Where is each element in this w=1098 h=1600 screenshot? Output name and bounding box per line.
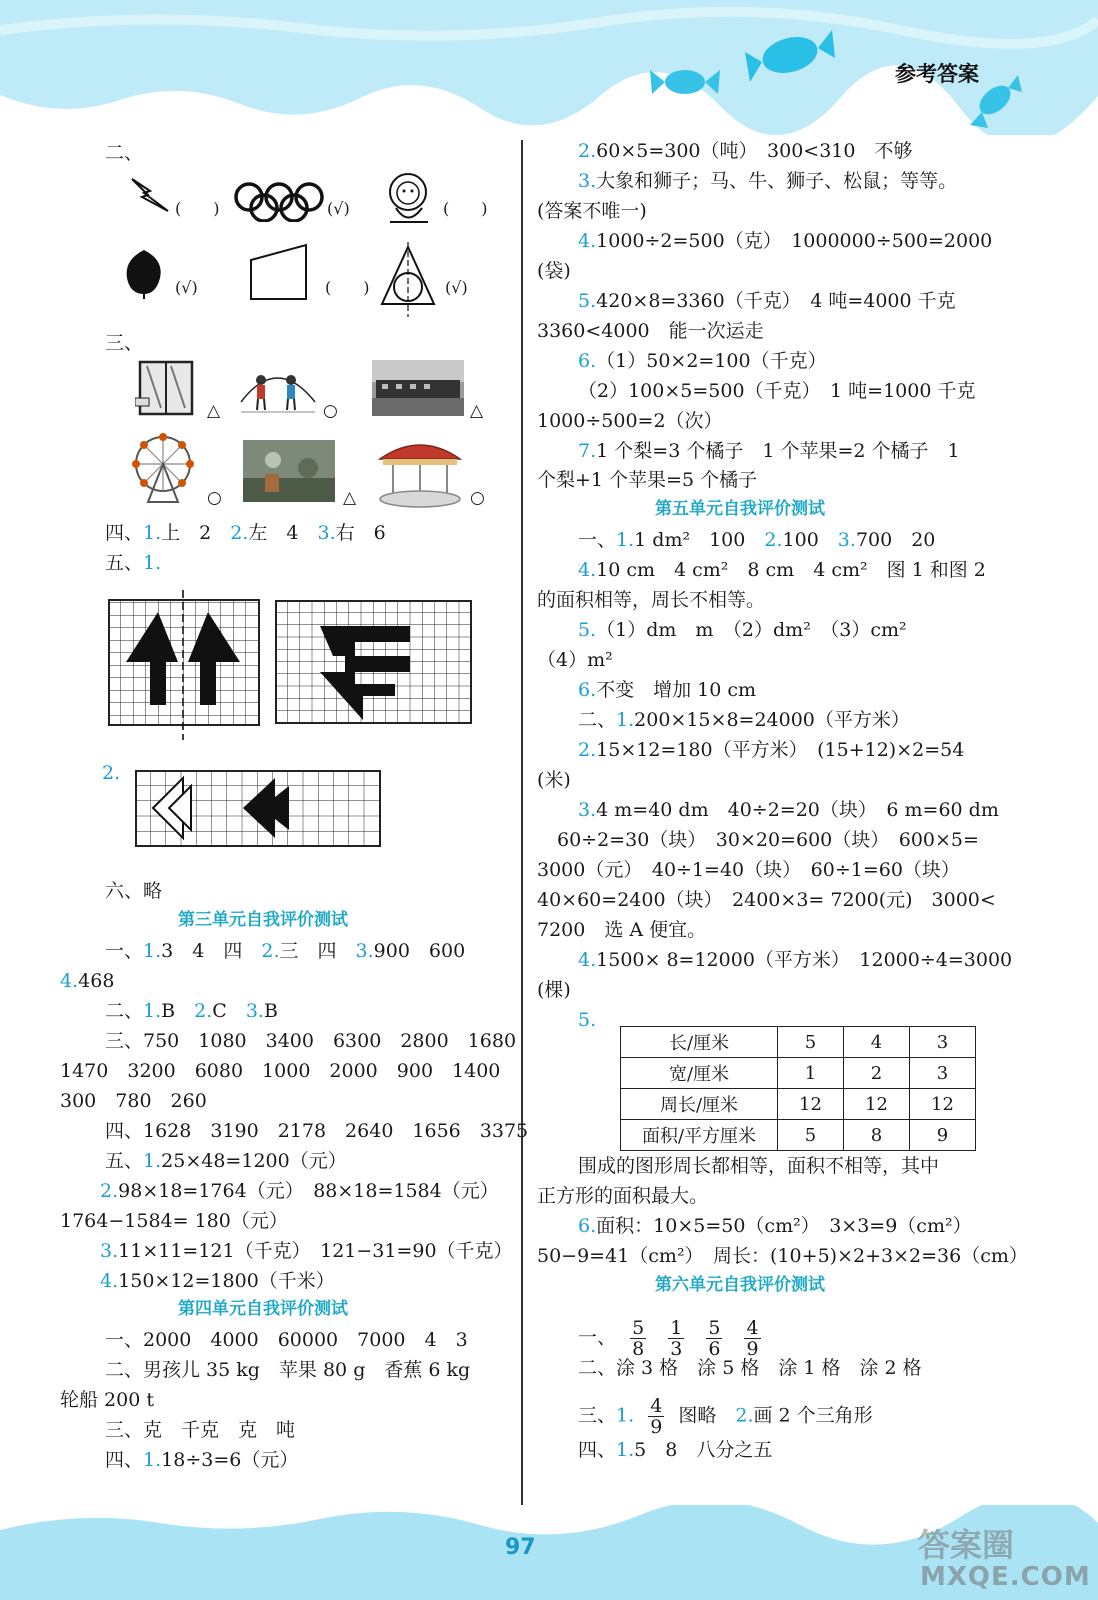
u3-line-12: 4.150×12=1800（千米） — [100, 1270, 335, 1292]
section-6-line: 六、略 — [105, 880, 163, 902]
shape-mark: ○ — [470, 488, 485, 508]
ferris-wheel-picture — [128, 432, 198, 504]
train-picture — [372, 360, 464, 416]
u4-line-2: 二、男孩儿 35 kg 苹果 80 g 香蕉 6 kg — [105, 1359, 471, 1381]
carousel-picture — [375, 437, 465, 509]
table-cell: 宽/厘米 — [621, 1058, 778, 1089]
section-4-line: 四、1.上 2 2.左 4 3.右 6 — [105, 522, 386, 544]
q5-2-number: 2. — [102, 762, 121, 784]
table-cell: 5 — [778, 1027, 844, 1058]
u6-line-4: 四、1.5 8 八分之五 — [578, 1439, 773, 1461]
header-title: 参考答案 — [895, 62, 979, 86]
table-cell: 9 — [910, 1120, 976, 1151]
shape-mark: ○ — [207, 488, 222, 508]
mark: ( ) — [325, 278, 370, 297]
table-row — [621, 1058, 976, 1089]
fraction: $\frac{5}{6}$ — [708, 1317, 721, 1360]
r-line-2: 3.大象和狮子；马、牛、狮子、松鼠；等等。 — [578, 170, 958, 192]
u5-line-19: 正方形的面积最大。 — [537, 1185, 709, 1207]
unit6-title: 第六单元自我评价测试 — [655, 1275, 825, 1295]
u4-line-1: 一、2000 4000 60000 7000 4 3 — [105, 1329, 468, 1351]
u4-line-3: 轮船 200 t — [60, 1389, 154, 1411]
r-line-1: 2.60×5=300（吨） 300<310 不够 — [578, 140, 913, 162]
u3-line-8: 五、1.25×48=1200（元） — [105, 1150, 347, 1172]
rectangle-table — [620, 1026, 976, 1151]
table-cell: 12 — [778, 1089, 844, 1120]
u5-q5-number: 5. — [578, 1009, 597, 1031]
u6-line-2: 二、涂 3 格 涂 5 格 涂 1 格 涂 2 格 — [578, 1357, 922, 1379]
r-line-5: (袋) — [537, 260, 571, 282]
u5-line-8: 2.15×12=180（平方米） (15+12)×2=54 — [578, 739, 965, 761]
fraction: $\frac{4}{9}$ — [650, 1395, 663, 1438]
trapezoid-icon — [248, 242, 310, 302]
u3-line-5: 1470 3200 6080 1000 2000 900 1400 — [60, 1060, 501, 1082]
u5-line-11: 60÷2=30（块） 30×20=600（块） 600×5= — [557, 829, 979, 851]
table-cell: 2 — [844, 1058, 910, 1089]
fraction: $\frac{1}{3}$ — [670, 1317, 683, 1360]
u5-line-14: 7200 选 A 便宜。 — [537, 919, 707, 941]
u3-line-1: 一、1.3 4 四 2.三 四 3.900 600 — [105, 940, 466, 962]
u5-line-9: (米) — [537, 769, 571, 791]
u4-line-4: 三、克 千克 克 吨 — [105, 1419, 296, 1441]
table-row — [621, 1120, 976, 1151]
window-picture — [135, 358, 197, 423]
u6-line-3: 三、1. $\frac{4}{9}$ 图略 2.画 2 个三角形 — [578, 1395, 873, 1438]
unit4-title: 第四单元自我评价测试 — [178, 1299, 348, 1319]
u5-line-3: 的面积相等，周长不相等。 — [537, 589, 766, 611]
u3-line-7: 四、1628 3190 2178 2640 1656 3375 — [105, 1120, 529, 1142]
table-row — [621, 1027, 976, 1058]
section-5-label: 五、1. — [105, 552, 162, 574]
r-line-7: 3360<4000 能一次运走 — [537, 320, 764, 342]
u3-line-6: 300 780 260 — [60, 1090, 207, 1112]
r-line-4: 4.1000÷2=500（克） 1000000÷500=2000 — [578, 230, 993, 252]
grid-arrow-heads — [135, 770, 381, 847]
u3-line-9: 2.98×18=1764（元） 88×18=1584（元） — [100, 1180, 499, 1202]
section-2-label: 二、 — [105, 142, 144, 164]
table-cell: 3 — [910, 1027, 976, 1058]
column-divider — [521, 140, 523, 1505]
windmill-picture — [243, 440, 335, 502]
u5-line-20: 6.面积：10×5=50（cm²） 3×3=9（cm²） — [578, 1215, 972, 1237]
shape-mark: △ — [470, 401, 484, 421]
u5-line-4: 5.（1）dm m （2）dm² （3）cm² — [578, 619, 907, 641]
table-cell: 3 — [910, 1058, 976, 1089]
u5-line-15: 4.1500× 8=12000（平方米） 12000÷4=3000 — [578, 949, 1013, 971]
lion-icon — [378, 172, 440, 227]
table-cell: 5 — [778, 1120, 844, 1151]
table-cell: 1 — [778, 1058, 844, 1089]
shape-mark: △ — [207, 401, 221, 421]
r-line-8: 6.（1）50×2=100（千克） — [578, 350, 827, 372]
u5-line-16: (棵) — [537, 979, 571, 1001]
u5-line-10: 3.4 m=40 dm 40÷2=20（块） 6 m=60 dm — [578, 799, 999, 821]
u5-line-18: 围成的图形周长都相等，面积不相等，其中 — [578, 1155, 940, 1177]
mark: (√) — [175, 278, 198, 297]
u3-line-2: 4.468 — [60, 970, 115, 992]
jump-rope-picture — [235, 362, 320, 417]
r-line-6: 5.420×8=3360（千克） 4 吨=4000 千克 — [578, 290, 956, 312]
u3-line-3: 二、1.B 2.C 3.B — [105, 1000, 278, 1022]
r-line-11: 7.1 个梨=3 个橘子 1 个苹果=2 个橘子 1 — [578, 440, 960, 462]
u5-line-5: （4）m² — [537, 649, 613, 671]
table-cell: 面积/平方厘米 — [621, 1120, 778, 1151]
mark: (√) — [327, 199, 350, 218]
u4-line-5: 四、1.18÷3=6（元） — [105, 1449, 299, 1471]
section-3-label: 三、 — [105, 332, 144, 354]
unit3-title: 第三单元自我评价测试 — [178, 910, 348, 930]
watermark-url: MXQE.COM — [920, 1562, 1091, 1592]
mark: ( ) — [175, 199, 220, 218]
table-cell: 周长/厘米 — [621, 1089, 778, 1120]
u6-line-1: 一、 $\frac{5}{8}$ $\frac{1}{3}$ $\frac{5}{6}$ $\frac{4}{9}$ — [578, 1317, 759, 1360]
u5-line-2: 4.10 cm 4 cm² 8 cm 4 cm² 图 1 和图 2 — [578, 559, 986, 581]
u5-line-13: 40×60=2400（块） 2400×3= 7200(元) 3000< — [537, 889, 996, 911]
r-line-9: （2）100×5=500（千克） 1 吨=1000 千克 — [578, 380, 976, 402]
mark: ( ) — [443, 199, 488, 218]
mark: (√) — [445, 278, 468, 297]
unit5-title: 第五单元自我评价测试 — [655, 499, 825, 519]
leaf-icon — [122, 242, 167, 300]
r-line-3: (答案不唯一) — [537, 200, 647, 222]
shape-mark: △ — [343, 488, 357, 508]
u5-line-12: 3000（元） 40÷1=40（块） 60÷1=60（块） — [537, 859, 960, 881]
page-number: 97 — [505, 1535, 536, 1560]
grid-mirror-arrows — [108, 590, 260, 740]
u3-line-4: 三、750 1080 3400 6300 2800 1680 — [105, 1030, 517, 1052]
lightning-icon — [128, 175, 173, 215]
olympic-rings-icon — [232, 182, 327, 222]
r-line-10: 1000÷500=2（次） — [537, 410, 723, 432]
table-cell: 8 — [844, 1120, 910, 1151]
table-cell: 4 — [844, 1027, 910, 1058]
u3-line-11: 3.11×11=121（千克） 121−31=90（千克） — [100, 1240, 513, 1262]
grid-rotated-shape — [275, 600, 472, 725]
r-line-12: 个梨+1 个苹果=5 个橘子 — [537, 469, 758, 491]
u3-line-10: 1764−1584= 180（元） — [60, 1210, 288, 1232]
triangle-circle-icon — [378, 242, 438, 317]
u5-line-6: 6.不变 增加 10 cm — [578, 679, 757, 701]
table-row — [621, 1089, 976, 1120]
u5-line-21: 50−9=41（cm²） 周长：(10+5)×2+3×2=36（cm） — [537, 1245, 1028, 1267]
fraction: $\frac{5}{8}$ — [632, 1317, 645, 1360]
fraction: $\frac{4}{9}$ — [746, 1317, 759, 1360]
table-cell: 12 — [910, 1089, 976, 1120]
watermark-logo: 答案圈 — [918, 1526, 1015, 1564]
u5-line-7: 二、1.200×15×8=24000（平方米） — [578, 709, 910, 731]
shape-mark: ○ — [323, 401, 338, 421]
table-cell: 12 — [844, 1089, 910, 1120]
u5-line-1: 一、1.1 dm² 100 2.100 3.700 20 — [578, 529, 936, 551]
table-cell: 长/厘米 — [621, 1027, 778, 1058]
